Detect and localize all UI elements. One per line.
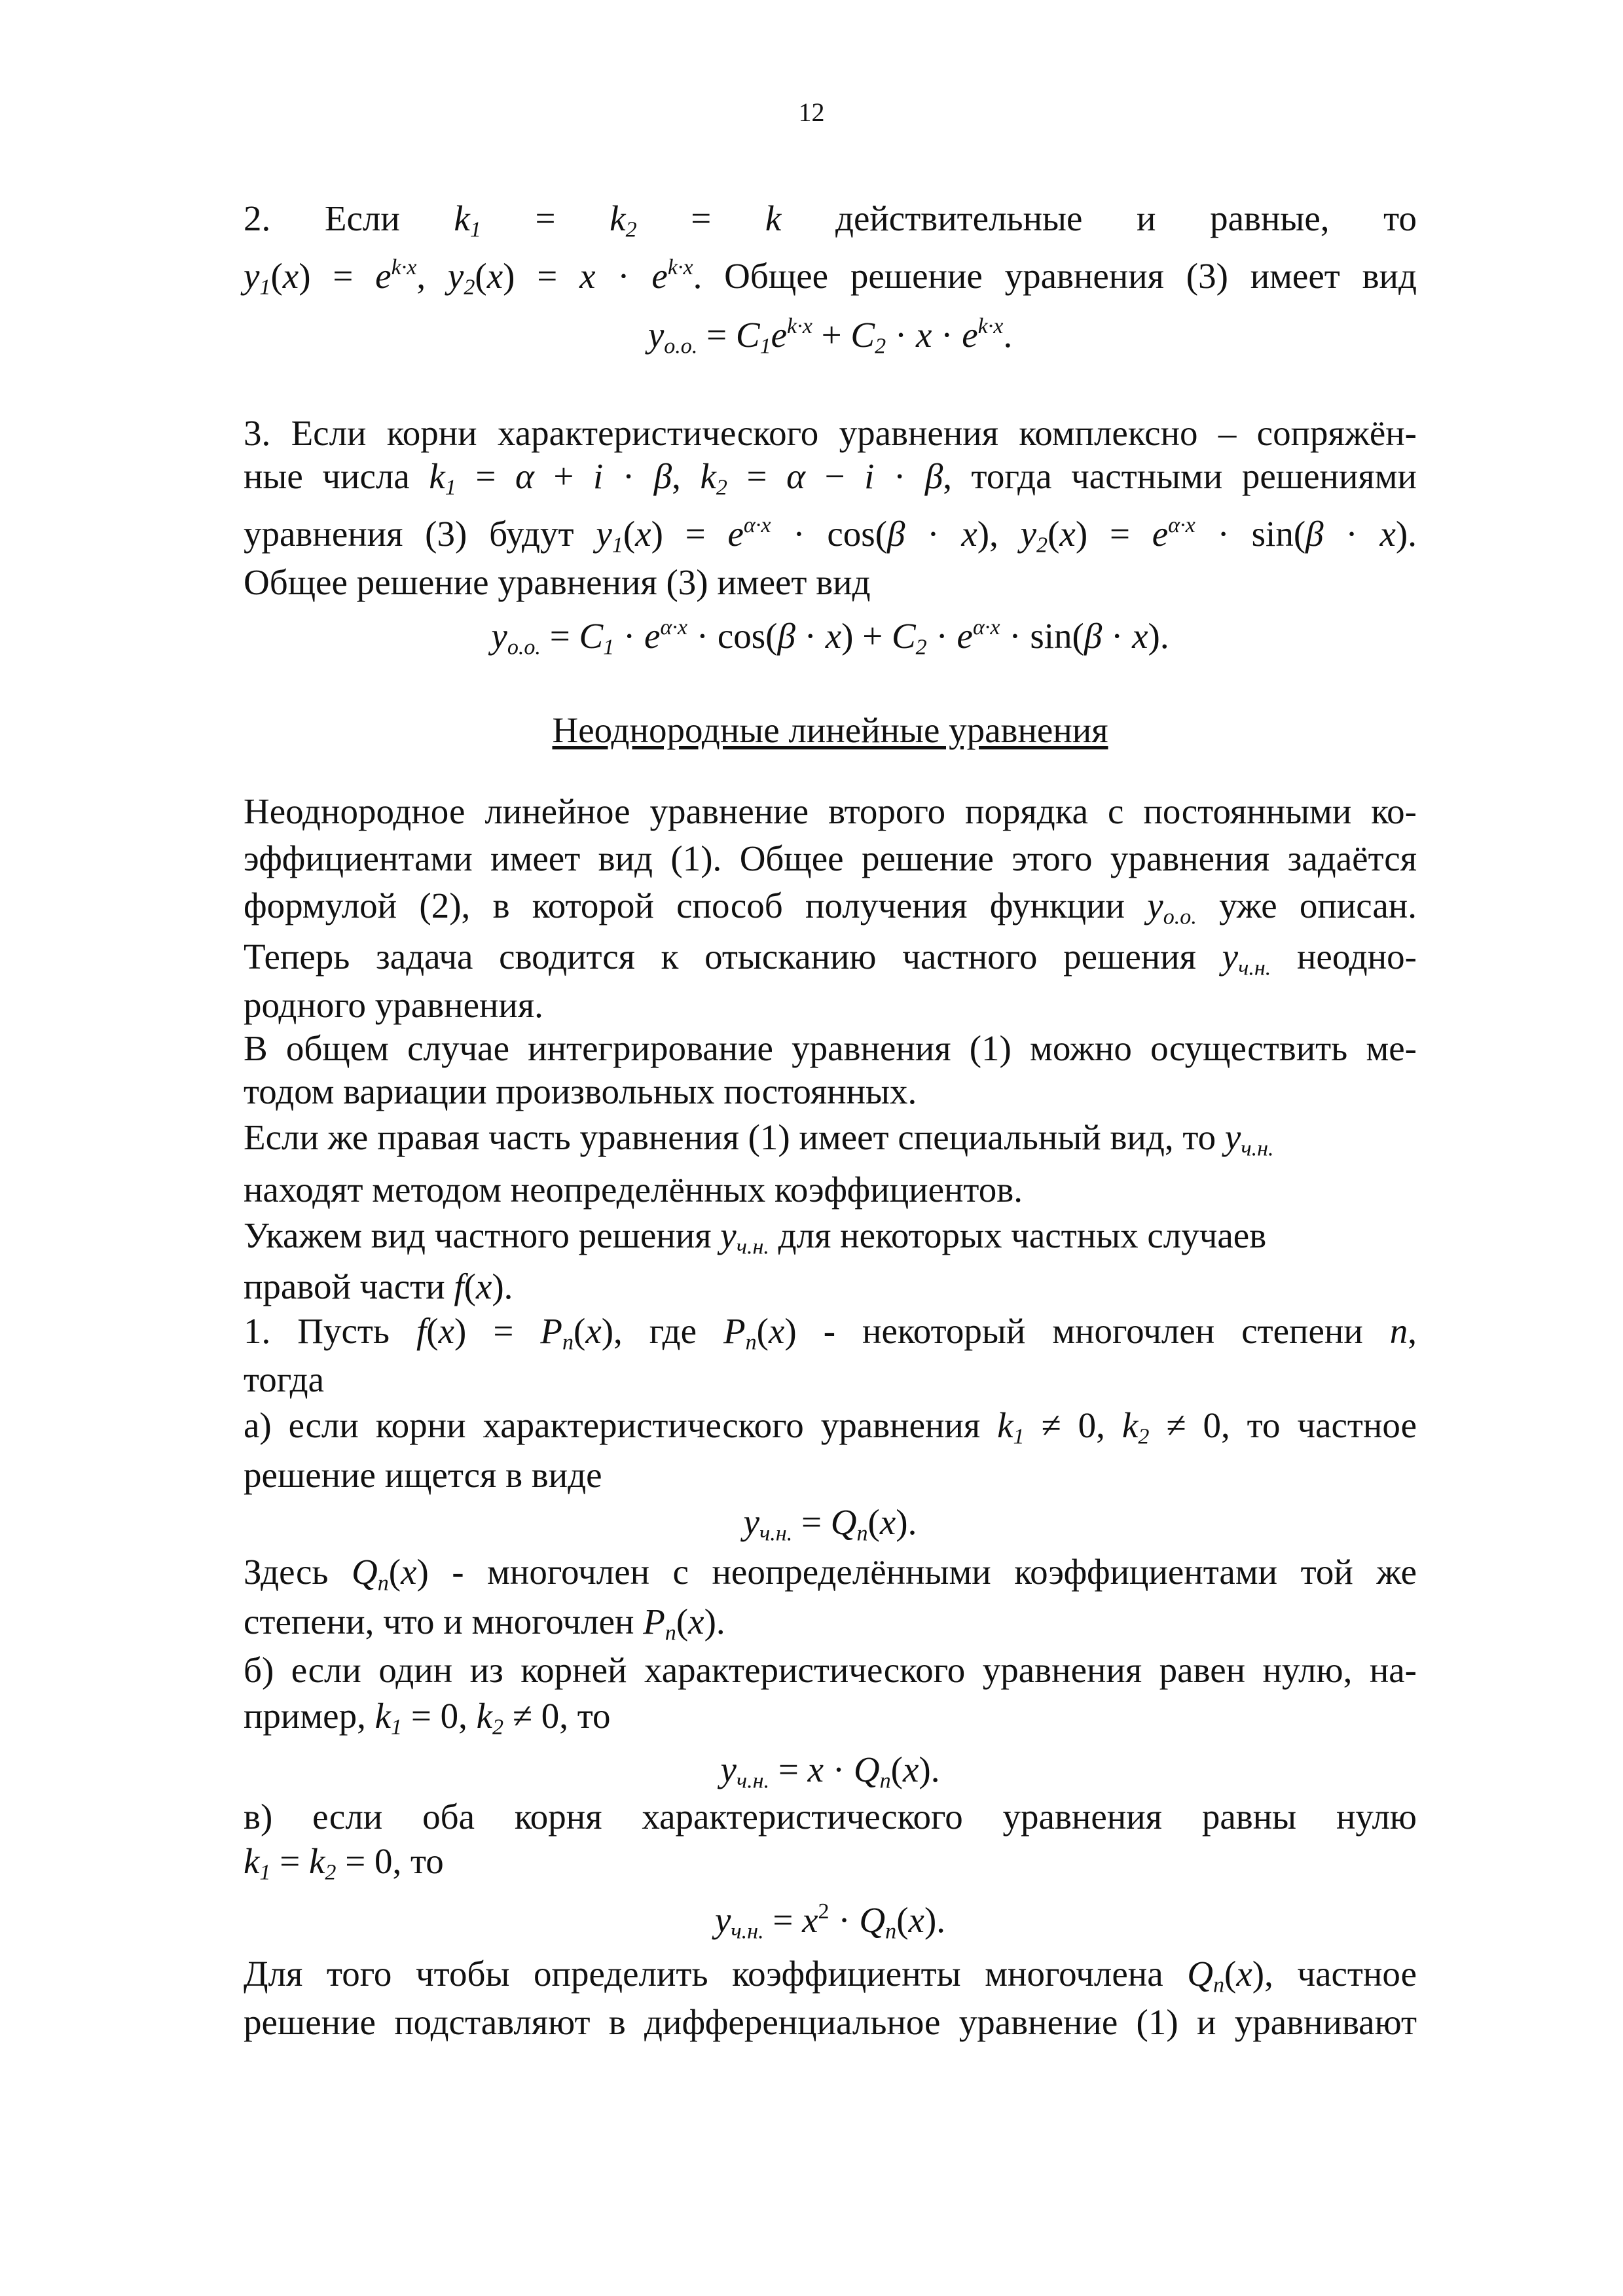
formula-line: $y_{о.о.} = C_1e^{k\cdot x} + C_2 \cdot x \cdot e^{k\cdot x}$. <box>647 314 1013 359</box>
text-line: уравнения (3) будут $y_1(x) = e^{\alpha\cdot x} \cdot \cos(\beta \cdot x)$, $y_2(x) = e^{\alpha\cdot x} \cdot \sin(\beta \cdot x)$. <box>244 512 1417 558</box>
section-heading <box>244 709 1417 751</box>
text-line: $y_1(x) = e^{k\cdot x}$, $y_2(x) = x \cdot e^{k\cdot x}$. Общее решение уравнения (3) имеет вид <box>244 255 1417 300</box>
text-line: Общее решение уравнения (3) имеет вид <box>244 562 871 602</box>
text-line: Если же правая часть уравнения (1) имеет специальный вид, то $y_{ч.н.}$ <box>244 1117 1274 1161</box>
text-line: 1. Пусть $f(x) = P_n(x)$, где $P_n(x)$ - некоторый многочлен степени n, <box>244 1311 1417 1355</box>
text-line: в) если оба корня характеристического уравнения равны нулю <box>244 1797 1417 1837</box>
text-line: а) если корни характеристического уравнения $k_1 \ne 0$, $k_2 \ne 0$, то частное <box>244 1405 1417 1449</box>
section-heading-text: Неоднородные линейные уравнения <box>552 710 1108 750</box>
text-line: тогда <box>244 1359 325 1399</box>
text-line: степени, что и многочлен $P_n(x)$. <box>244 1602 725 1645</box>
text-line: б) если один из корней характеристического уравнения равен нулю, на- <box>244 1650 1417 1690</box>
text-line: тодом вариации произвольных постоянных. <box>244 1071 917 1111</box>
text-line: родного уравнения. <box>244 985 543 1025</box>
text-line: Теперь задача сводится к отысканию частного решения $y_{ч.н.}$ неодно- <box>244 937 1417 980</box>
text-line: формулой (2), в которой способ получения функции $y_{о.о.}$ уже описан. <box>244 886 1417 929</box>
formula-line: $y_{ч.н.} = x^2 \cdot Q_n(x)$. <box>714 1899 946 1944</box>
text-line: правой части f(x). <box>244 1266 513 1306</box>
text-line: $k_1 = k_2 = 0$, то <box>244 1841 444 1885</box>
text-line: эффициентами имеет вид (1). Общее решение этого уравнения задаётся <box>244 838 1417 878</box>
text-line: В общем случае интегрирование уравнения (1) можно осуществить ме- <box>244 1028 1417 1068</box>
text-line: ные числа $k_1 = \alpha + i \cdot \beta$, $k_2 = \alpha - i \cdot \beta$, тогда частными решениями <box>244 456 1417 500</box>
text-line: Здесь $Q_n(x)$ - многочлен с неопределёнными коэффициентами той же <box>244 1552 1417 1596</box>
text-line: находят методом неопределённых коэффициентов. <box>244 1170 1023 1210</box>
text-line: решение ищется в виде <box>244 1455 602 1495</box>
page-number: 12 <box>798 98 825 127</box>
formula-line: $y_{ч.н.} = Q_n(x)$. <box>743 1502 917 1546</box>
formula-line: $y_{о.о.} = C_1 \cdot e^{\alpha\cdot x} \cdot \cos(\beta \cdot x) + C_2 \cdot e^{\alpha\cdot x} \cdot \sin(\beta \cdot x)$. <box>491 615 1169 660</box>
text-line: Для того чтобы определить коэффициенты многочлена $Q_n(x)$, частное <box>244 1954 1417 1998</box>
text-line: 3. Если корни характеристического уравнения комплексно – сопряжён- <box>244 413 1417 453</box>
text-line: Укажем вид частного решения $y_{ч.н.}$ для некоторых частных случаев <box>244 1215 1267 1259</box>
text-line: решение подставляют в дифференциальное уравнение (1) и уравнивают <box>244 2002 1417 2042</box>
text-line: пример, $k_1 = 0$, $k_2 \ne 0$, то <box>244 1696 611 1740</box>
text-line: 2. Если $k_1 = k_2 = k$ действительные и равные, то <box>244 198 1417 242</box>
text-line: Неоднородное линейное уравнение второго порядка с постоянными ко- <box>244 791 1417 831</box>
formula-line: $y_{ч.н.} = x \cdot Q_n(x)$. <box>720 1749 940 1793</box>
